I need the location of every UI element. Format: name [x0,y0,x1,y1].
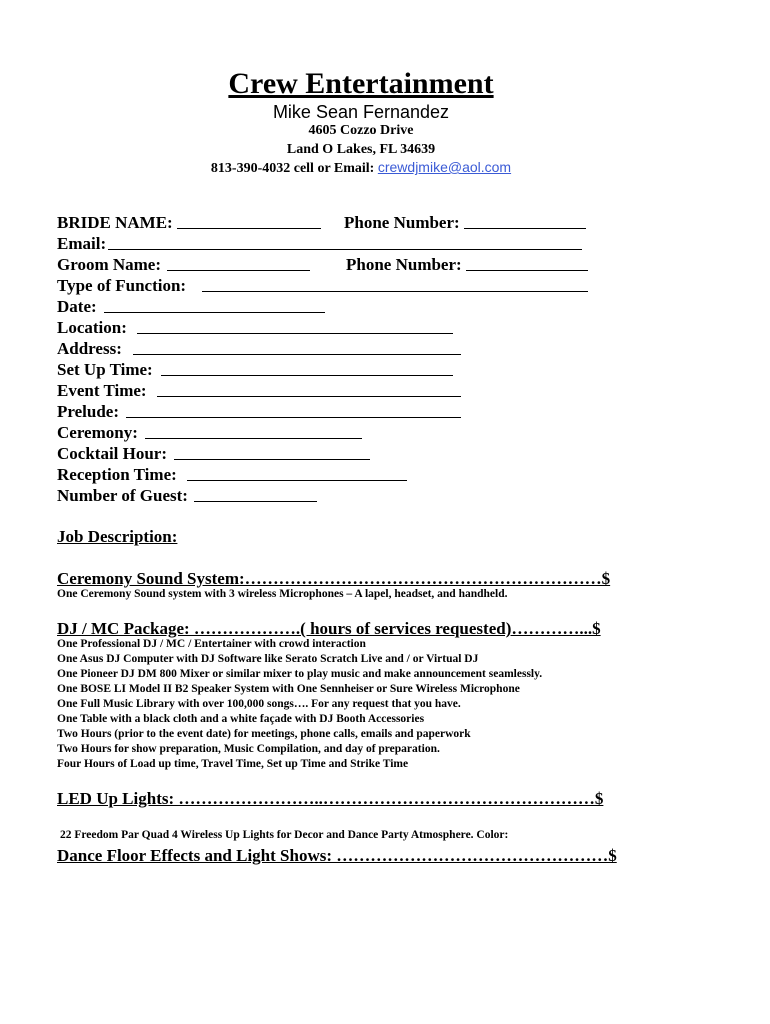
led-uplights-heading: LED Up Lights: ……………………..…………………………………………$ [57,789,604,808]
groom-phone-label: Phone Number: [346,255,462,274]
setup-time-row [57,359,477,380]
ceremony-row [57,422,377,443]
date-field[interactable] [104,312,325,313]
prelude-row [57,401,477,422]
address-label: Address: [57,339,122,358]
prelude-label: Prelude: [57,402,120,421]
contact-line [0,158,722,178]
ceremony-label: Ceremony: [57,423,138,442]
cocktail-hour-label: Cocktail Hour: [57,444,168,463]
setup-time-field[interactable] [161,375,453,376]
function-type-label: Type of Function: [57,276,187,295]
email-field[interactable] [108,249,582,250]
address-field[interactable] [133,354,461,355]
cocktail-hour-field[interactable] [174,459,370,460]
dj-mc-detail: One Full Music Library with over 100,000 songs…. For any request that you have. [57,698,461,710]
location-label: Location: [57,318,127,337]
led-uplights-detail: 22 Freedom Par Quad 4 Wireless Up Lights for Decor and Dance Party Atmosphere. Color: [60,829,509,841]
bride-name-field[interactable] [177,228,321,229]
dj-mc-detail: Two Hours for show preparation, Music Compilation, and day of preparation. [57,743,440,755]
dj-mc-detail: Two Hours (prior to the event date) for meetings, phone calls, emails and paperwork [57,728,471,740]
groom-phone-field[interactable] [466,270,588,271]
guest-count-field[interactable] [194,501,317,502]
bride-phone-field[interactable] [464,228,586,229]
street-address: 4605 Cozzo Drive [308,123,414,138]
contact-prefix: 813-390-4032 cell or Email: [210,161,378,176]
reception-time-field[interactable] [187,480,407,481]
ceremony-field[interactable] [145,438,362,439]
guest-count-label: Number of Guest: [57,486,188,505]
company-name: Crew Entertainment [228,67,494,100]
dj-mc-detail: One BOSE LI Model II B2 Speaker System with One Sennheiser or Sure Wireless Microphone [57,683,520,695]
groom-row [57,254,617,275]
email-row [57,233,597,254]
reception-time-label: Reception Time: [57,465,177,484]
reception-row [57,464,417,485]
event-time-field[interactable] [157,396,461,397]
dj-mc-detail: Four Hours of Load up time, Travel Time, Set up Time and Strike Time [57,758,409,770]
date-row [57,296,357,317]
bride-row [57,212,617,233]
address-row [57,338,477,359]
event-time-row [57,380,477,401]
dj-mc-heading: DJ / MC Package: ……………….( hours of services requested)…………...$ [57,619,601,638]
bride-phone-label: Phone Number: [344,213,460,232]
function-type-field[interactable] [202,291,588,292]
bride-name-label: BRIDE NAME: [57,213,173,232]
guest-row [57,485,337,506]
groom-name-field[interactable] [167,270,310,271]
groom-name-label: Groom Name: [57,255,162,274]
prelude-field[interactable] [126,417,461,418]
location-row [57,317,477,338]
ceremony-sound-heading: Ceremony Sound System:………………………………………………………$ [57,569,611,588]
cocktail-row [57,443,387,464]
dj-mc-detail: One Pioneer DJ DM 800 Mixer or similar mixer to play music and make announcement seamlessly. [57,668,543,680]
date-label: Date: [57,297,97,316]
function-row [57,275,597,296]
dance-floor-heading: Dance Floor Effects and Light Shows: …………………………………………$ [57,846,617,865]
job-description-title: Job Description: [57,527,178,546]
location-field[interactable] [137,333,453,334]
owner-name: Mike Sean Fernandez [272,102,450,122]
ceremony-sound-detail: One Ceremony Sound system with 3 wireless Microphones – A lapel, headset, and handheld. [57,588,508,600]
setup-time-label: Set Up Time: [57,360,153,379]
event-time-label: Event Time: [57,381,147,400]
email-label: Email: [57,234,107,253]
dj-mc-detail: One Table with a black cloth and a white façade with DJ Booth Accessories [57,713,425,725]
city-state-zip: Land O Lakes, FL 34639 [286,142,436,157]
dj-mc-detail: One Asus DJ Computer with DJ Software like Serato Scratch Live and / or Virtual DJ [57,653,479,665]
email-link[interactable]: crewdjmike@aol.com [377,159,512,175]
dj-mc-detail: One Professional DJ / MC / Entertainer with crowd interaction [57,638,366,650]
